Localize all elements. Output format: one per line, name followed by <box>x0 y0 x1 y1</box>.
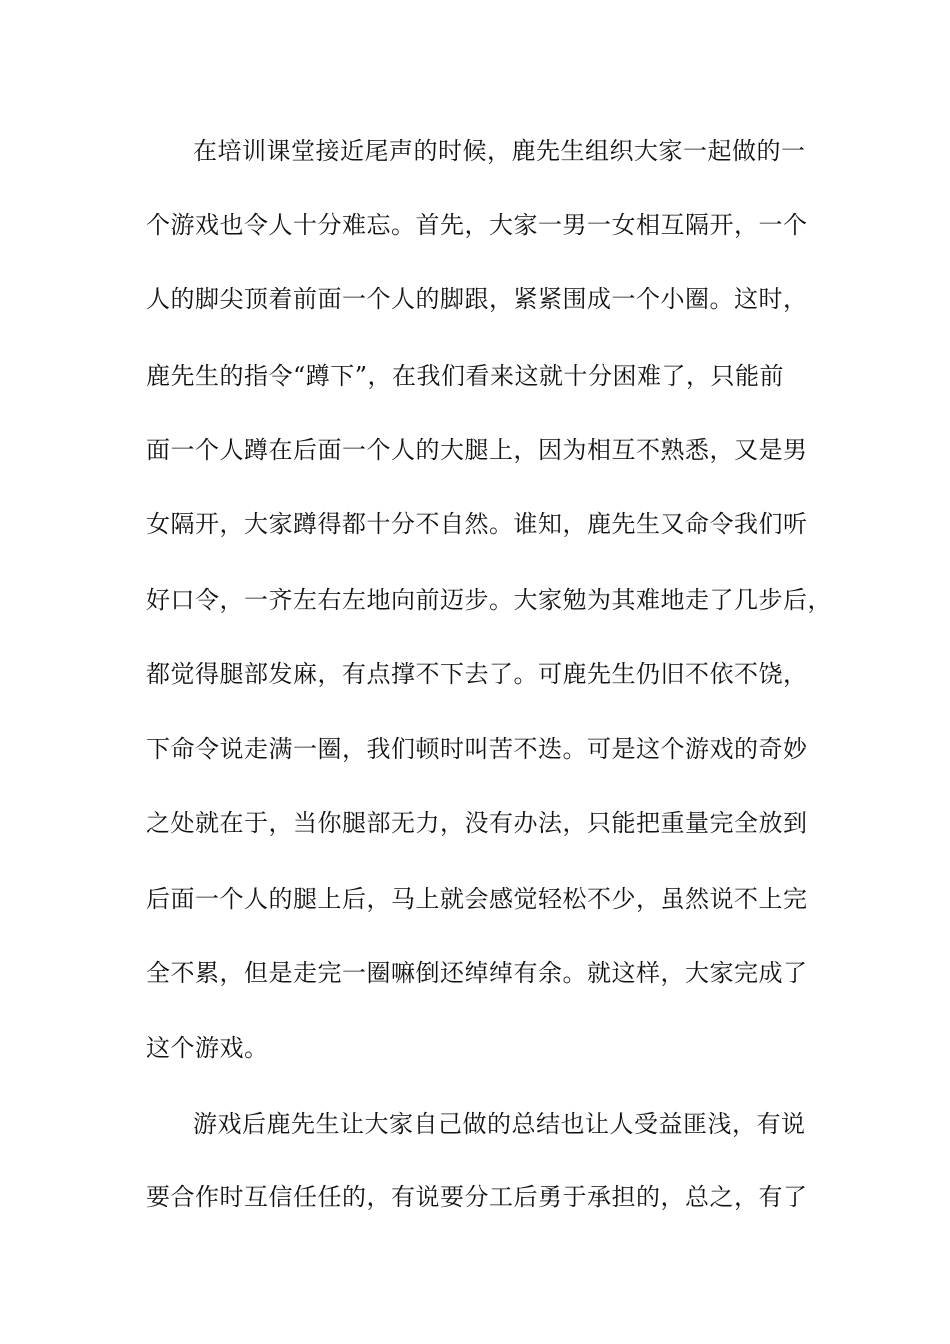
paragraph-1-line-2: 个游戏也令人十分难忘。首先，大家一男一女相互隔开，一个 <box>146 211 808 239</box>
paragraph-1-line-13: 这个游戏。 <box>146 1034 269 1062</box>
paragraph-1-line-9: 下命令说走满一圈，我们顿时叫苦不迭。可是这个游戏的奇妙 <box>146 735 808 763</box>
paragraph-1-line-5: 面一个人蹲在后面一个人的大腿上，因为相互不熟悉，又是男 <box>146 436 808 464</box>
paragraph-2-line-2: 要合作时互信任任的，有说要分工后勇于承担的，总之，有了 <box>146 1183 808 1211</box>
paragraph-1-line-12: 全不累，但是走完一圈嘛倒还绰绰有余。就这样，大家完成了 <box>146 959 808 987</box>
paragraph-1-line-8: 都觉得腿部发麻，有点撑不下去了。可鹿先生仍旧不依不饶， <box>146 660 808 688</box>
paragraph-1-line-10: 之处就在于，当你腿部无力，没有办法，只能把重量完全放到 <box>146 809 808 837</box>
paragraph-1-line-6: 女隔开，大家蹲得都十分不自然。谁知，鹿先生又命令我们听 <box>146 510 808 538</box>
paragraph-1-line-7: 好口令，一齐左右左地向前迈步。大家勉为其难地走了几步后， <box>146 586 832 614</box>
paragraph-1-line-11: 后面一个人的腿上后，马上就会感觉轻松不少，虽然说不上完 <box>146 885 808 913</box>
paragraph-1-line-4: 鹿先生的指令“蹲下”，在我们看来这就十分困难了，只能前 <box>146 362 785 390</box>
paragraph-1-line-1: 在培训课堂接近尾声的时候，鹿先生组织大家一起做的一 <box>193 137 806 165</box>
paragraph-2-line-1: 游戏后鹿先生让大家自己做的总结也让人受益匪浅，有说 <box>193 1110 806 1138</box>
paragraph-1-line-3: 人的脚尖顶着前面一个人的脚跟，紧紧围成一个小圈。这时， <box>146 285 808 313</box>
